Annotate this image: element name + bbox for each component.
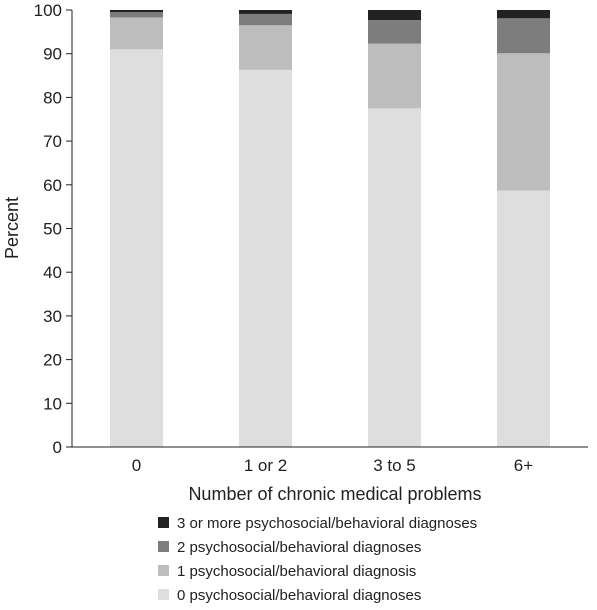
legend-swatch [158,589,169,600]
bar-segment-1-3 [239,10,292,14]
x-tick-label: 0 [131,456,142,475]
x-tick-label: 6+ [513,456,534,475]
bar-segment-3-3 [497,10,550,18]
x-axis-title: Number of chronic medical problems [188,484,482,504]
y-tick-label: 80 [43,88,62,108]
bar-segment-3-0 [497,190,550,447]
bar-segment-0-2 [110,12,163,17]
y-tick-label: 70 [43,132,62,152]
y-tick-label: 50 [43,219,62,239]
y-tick-label: 20 [43,350,62,370]
legend-swatch [158,565,169,576]
bar-segment-0-0 [110,49,163,447]
y-tick-label: 100 [33,1,62,20]
y-tick-label: 0 [52,438,62,457]
bar-segment-1-0 [239,70,292,447]
bar-segment-2-1 [368,44,421,109]
y-tick-label: 90 [43,44,62,64]
y-tick-label: 40 [43,263,62,283]
bar-segment-2-2 [368,20,421,44]
legend-label: 3 or more psychosocial/behavioral diagnoses [177,515,478,532]
bar-segment-2-3 [368,10,421,20]
bar-segment-3-1 [497,53,550,190]
legend-label: 2 psychosocial/behavioral diagnoses [177,539,422,556]
y-ticks [34,1,72,457]
y-tick-label: 30 [43,306,62,326]
x-tick-label: 3 to 5 [373,456,416,475]
y-axis-title: Percent [2,196,22,260]
bar-segment-3-2 [497,18,550,53]
legend-label: 0 psychosocial/behavioral diagnoses [177,587,422,604]
legend-swatch [158,541,169,552]
bar-segment-1-1 [239,25,292,70]
legend-swatch [158,517,169,528]
y-tick-label: 10 [43,394,62,414]
legend-label: 1 psychosocial/behavioral diagnosis [177,563,417,580]
x-ticks [132,456,533,475]
bars [110,10,550,447]
bar-segment-2-0 [368,108,421,447]
x-tick-label: 1 or 2 [243,456,288,475]
bar-segment-1-2 [239,14,292,25]
bar-segment-0-3 [110,10,163,12]
y-tick-label: 60 [43,175,62,195]
legend [158,515,477,604]
bar-segment-0-1 [110,17,163,49]
